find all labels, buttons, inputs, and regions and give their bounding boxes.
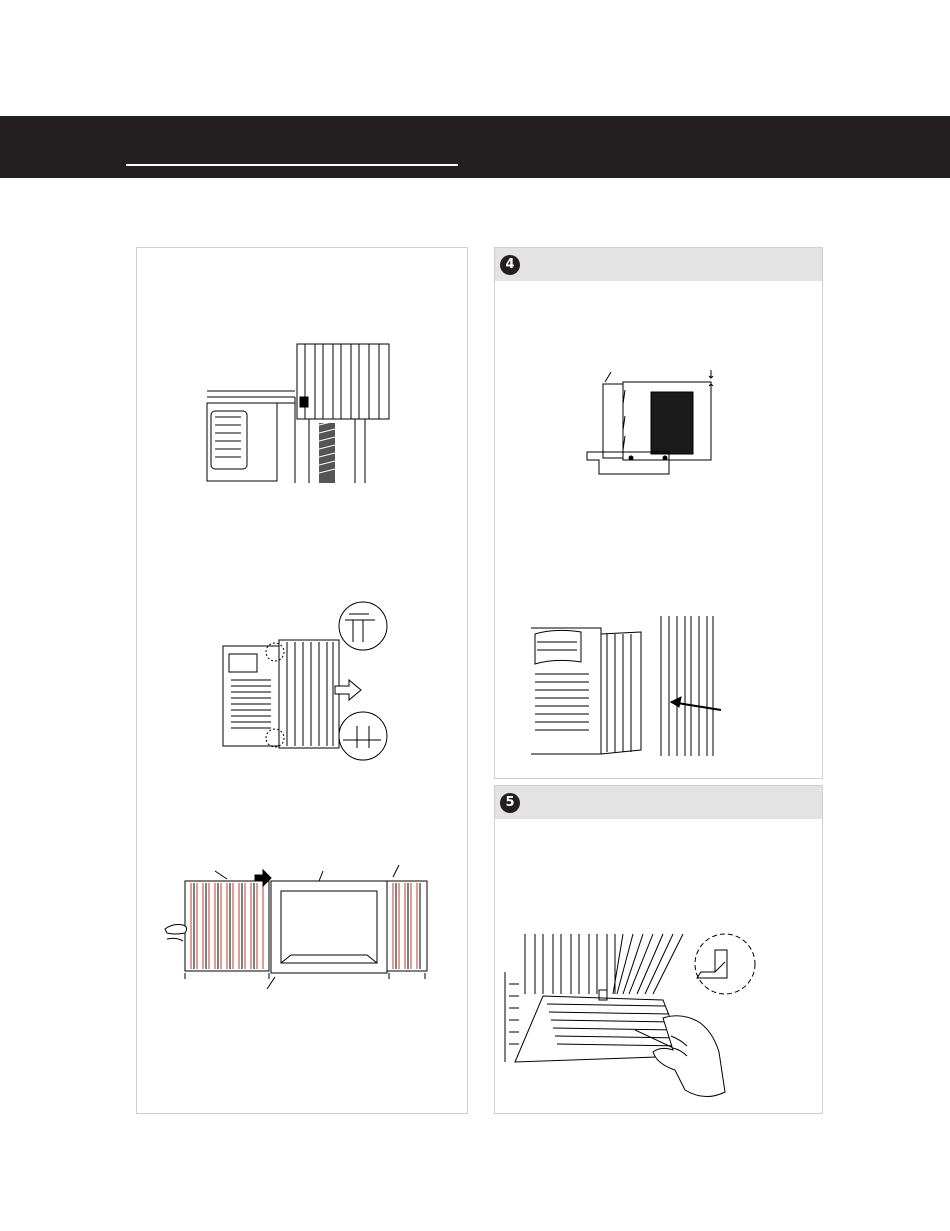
figure-unit-front-panel bbox=[529, 614, 729, 760]
step-4-header bbox=[495, 248, 822, 281]
figure-unit-side-view bbox=[581, 366, 721, 488]
left-panel bbox=[136, 247, 468, 1114]
step-4-panel bbox=[494, 247, 823, 779]
header-bar bbox=[0, 116, 950, 178]
step-4-badge: 4 bbox=[500, 255, 520, 275]
header-underline bbox=[126, 164, 458, 166]
figure-accordion-assembly bbox=[163, 859, 437, 999]
step-5-panel bbox=[494, 785, 823, 1114]
figure-bracket-install bbox=[503, 932, 759, 1108]
figure-side-panel-top bbox=[205, 341, 395, 491]
step-5-badge: 5 bbox=[500, 793, 520, 813]
figure-panel-extend bbox=[217, 600, 397, 770]
step-5-header bbox=[495, 786, 822, 819]
